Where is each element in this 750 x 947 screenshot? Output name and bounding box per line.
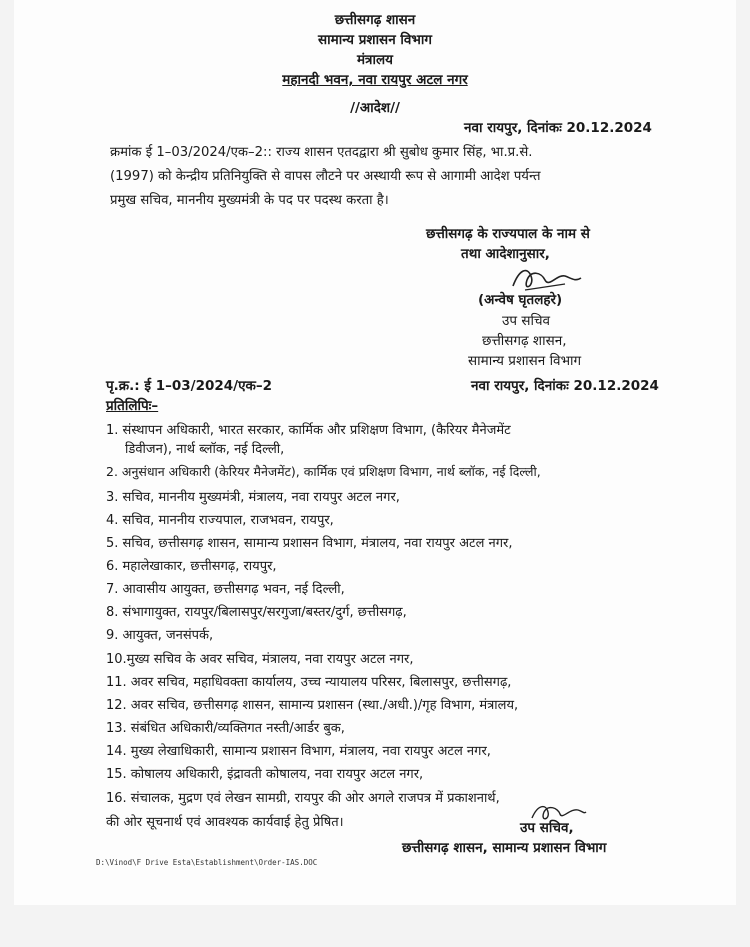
endorsement-signer-office: छत्तीसगढ़ शासन, सामान्य प्रशासन विभाग [402,840,607,856]
copy-item-16: 16. संचालक, मुद्रण एवं लेखन सामग्री, रायपुर की ओर अगले राजपत्र में प्रकाशनार्थ, [106,791,500,806]
copy-item-11: 11. अवर सचिव, महाधिवक्ता कार्यालय, उच्च न्यायालय परिसर, बिलासपुर, छत्तीसगढ़, [106,675,512,690]
signatory-department: सामान्य प्रशासन विभाग [468,353,582,369]
copy-item-1-cont: डिवीजन), नार्थ ब्लॉक, नई दिल्ली, [125,442,285,457]
endorsement-ref: पृ.क्र.: ई 1–03/2024/एक–2 [106,378,273,394]
copy-item-12: 12. अवर सचिव, छत्तीसगढ़ शासन, सामान्य प्रशासन (स्था./अधी.)/गृह विभाग, मंत्रालय, [106,698,519,713]
copy-item-7: 7. आवासीय आयुक्त, छत्तीसगढ़ भवन, नई दिल्ली, [106,582,345,597]
copy-item-13: 13. संबंधित अधिकारी/व्यक्तिगत नस्ती/आर्डर बुक, [106,721,345,736]
header-address: महानदी भवन, नवा रायपुर अटल नगर [282,72,468,88]
order-place-date [464,118,652,136]
order-body-line2: (1997) को केन्द्रीय प्रतिनियुक्ति से वापस लौटने पर अस्थायी रूप से आगामी आदेश पर्यन्त [110,169,541,184]
header-ministry: मंत्रालय [356,52,393,68]
copy-item-2: 2. अनुसंधान अधिकारी (केरियर मैनेजमेंट), कार्मिक एवं प्रशिक्षण विभाग, नार्थ ब्लॉक, नई दिल्ली, [106,464,541,479]
copy-item-14: 14. मुख्य लेखाधिकारी, सामान्य प्रशासन विभाग, मंत्रालय, नवा रायपुर अटल नगर, [106,744,491,759]
copy-item-5: 5. सचिव, छत्तीसगढ़ शासन, सामान्य प्रशासन विभाग, मंत्रालय, नवा रायपुर अटल नगर, [106,536,513,551]
header-department: सामान्य प्रशासन विभाग [318,32,432,48]
authority-line2: तथा आदेशानुसार, [461,246,550,262]
copy-item-3: 3. सचिव, माननीय मुख्यमंत्री, मंत्रालय, नवा रायपुर अटल नगर, [106,490,400,505]
order-place-label: नवा रायपुर, दिनांकः [464,120,562,136]
endorsement-place-label: नवा रायपुर, दिनांकः [471,378,569,394]
copy-item-15: 15. कोषालय अधिकारी, इंद्रावती कोषालय, नवा रायपुर अटल नगर, [106,767,424,782]
authority-line1: छत्तीसगढ़ के राज्यपाल के नाम से [426,226,590,242]
signatory-designation: उप सचिव [502,313,551,329]
endorsement-place-date [471,376,659,394]
copy-item-6: 6. महालेखाकार, छत्तीसगढ़, रायपुर, [106,559,277,574]
signatory-name: (अन्वेष घृतलहरे) [478,292,563,308]
order-title: //आदेश// [350,100,400,116]
copy-item-8: 8. संभागायुक्त, रायपुर/बिलासपुर/सरगुजा/बस्तर/दुर्ग, छत्तीसगढ़, [106,605,407,620]
file-path-footer: D:\Vinod\F Drive Esta\Establishment\Order-IAS.DOC [96,858,318,867]
endorsement-date: 20.12.2024 [573,378,659,394]
header-govt: छत्तीसगढ़ शासन [334,12,416,28]
order-body-line3: प्रमुख सचिव, माननीय मुख्यमंत्री के पद पर पदस्थ करता है। [110,193,389,208]
signatory-govt: छत्तीसगढ़ शासन, [482,333,567,349]
order-body-line1: क्रमांक ई 1–03/2024/एक–2:: राज्य शासन एतदद्वारा श्री सुबोध कुमार सिंह, भा.प्र.से. [110,145,533,160]
order-date: 20.12.2024 [566,120,652,136]
copy-item-9: 9. आयुक्त, जनसंपर्क, [106,628,214,643]
copy-item-10: 10.मुख्य सचिव के अवर सचिव, मंत्रालय, नवा रायपुर अटल नगर, [106,652,414,667]
copy-to-label: प्रतिलिपिः– [106,398,159,414]
copy-item-4: 4. सचिव, माननीय राज्यपाल, राजभवन, रायपुर, [106,513,334,528]
copy-item-1: 1. संस्थापन अधिकारी, भारत सरकार, कार्मिक और प्रशिक्षण विभाग, (कैरियर मैनेजमेंट [106,423,511,438]
copy-item-16-cont: की ओर सूचनार्थ एवं आवश्यक कार्यवाई हेतु प्रेषित। [106,815,344,830]
endorsement-signer-designation: उप सचिव, [520,820,574,836]
